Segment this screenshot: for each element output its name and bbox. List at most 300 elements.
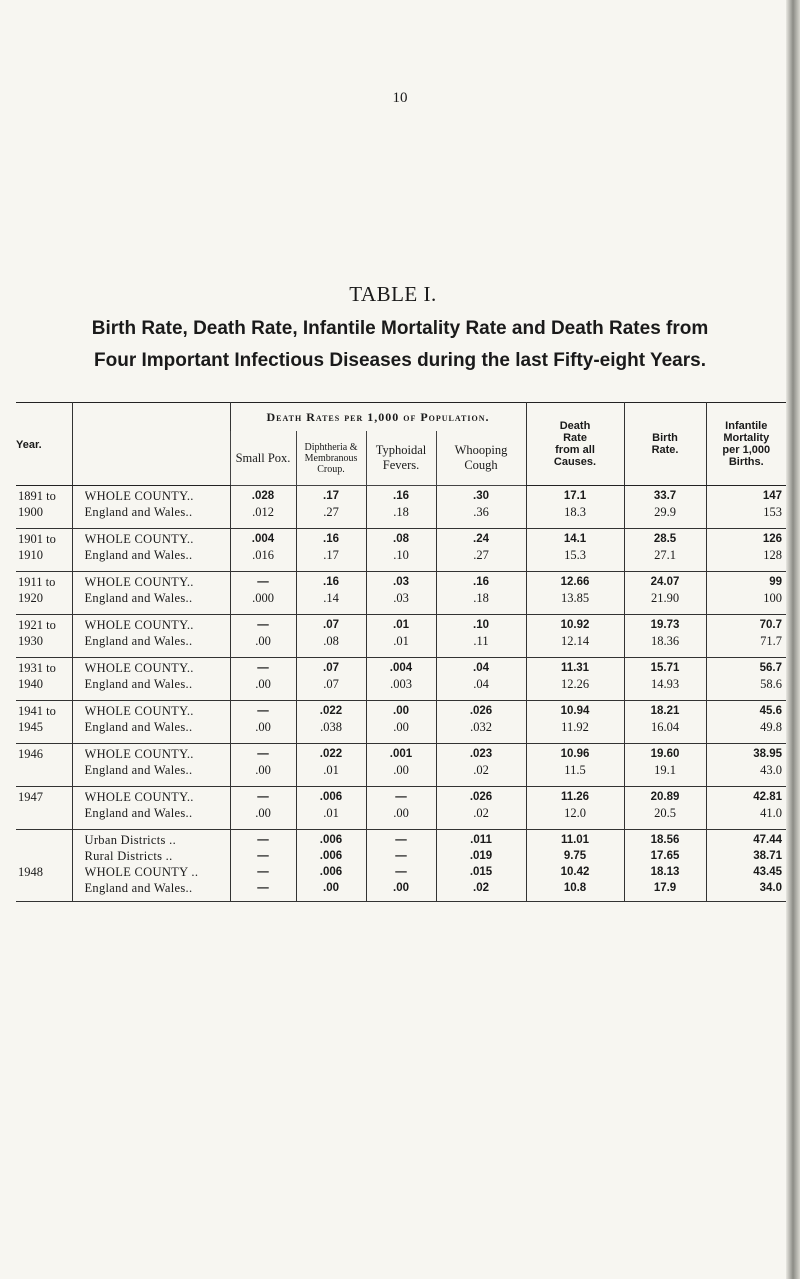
cell-line: .36 [473, 505, 489, 519]
header-line: Membranous [304, 452, 358, 464]
cell-line: .11 [473, 634, 489, 648]
cell-line: .004 [251, 533, 275, 545]
header-line: Infantile [725, 420, 768, 432]
table-label: TABLE I. [349, 282, 437, 306]
cell-line: .011 [470, 834, 492, 846]
cell-line: 20.5 [654, 806, 676, 820]
cell-area [72, 787, 230, 830]
cell-year [16, 529, 72, 572]
table-row [16, 787, 786, 830]
cell-birth-rate [624, 486, 706, 529]
cell-line: — [257, 882, 269, 894]
cell-line: 11.5 [564, 763, 586, 777]
statistics-table [16, 402, 786, 902]
cell-area [72, 701, 230, 744]
cell-area [72, 529, 230, 572]
cell-whooping-cough [436, 572, 526, 615]
cell-line: 10.92 [560, 619, 590, 631]
cell-line: .30 [473, 490, 489, 502]
cell-typhoidal [366, 787, 436, 830]
cell-line: 1921 to [18, 618, 56, 632]
cell-line: .02 [473, 882, 489, 894]
page-number: 10 [392, 90, 408, 106]
table-row [16, 701, 786, 744]
header-line: Typhoidal [375, 443, 427, 457]
cell-line: England and Wales.. [84, 677, 193, 691]
cell-line: 43.45 [753, 866, 783, 878]
cell-line: .038 [320, 720, 342, 734]
cell-line: .04 [473, 677, 489, 691]
cell-line: 1910 [18, 548, 43, 562]
cell-line: Rural Districts .. [84, 849, 173, 863]
cell-small-pox [230, 658, 296, 701]
cell-infantile-mortality [706, 744, 786, 787]
cell-line: 1947 [18, 790, 43, 804]
cell-birth-rate [624, 658, 706, 701]
cell-line: — [395, 791, 407, 803]
header-infantile-mortality [706, 403, 786, 486]
cell-birth-rate [624, 615, 706, 658]
cell-line: .00 [255, 763, 271, 777]
cell-line: WHOLE COUNTY.. [84, 618, 194, 632]
header-line: Rate. [651, 444, 679, 456]
table-heading-line-1: Birth Rate, Death Rate, Infantile Mortality Rate and Death Rates from [91, 318, 709, 339]
cell-line: 58.6 [760, 677, 783, 691]
cell-whooping-cough [436, 701, 526, 744]
cell-line: 34.0 [759, 882, 783, 894]
cell-line: 18.21 [650, 705, 680, 717]
header-diphtheria [296, 431, 366, 486]
cell-line: Urban Districts .. [84, 833, 176, 847]
cell-typhoidal [366, 615, 436, 658]
cell-line: — [257, 619, 269, 631]
header-death-rate [526, 403, 624, 486]
cell-diphtheria [296, 572, 366, 615]
header-death-rates-group: Death Rates per 1,000 of Population. [230, 403, 526, 432]
cell-diphtheria [296, 701, 366, 744]
cell-year [16, 701, 72, 744]
cell-birth-rate [624, 572, 706, 615]
cell-line: .07 [323, 662, 339, 674]
cell-diphtheria [296, 615, 366, 658]
cell-line: .07 [323, 619, 339, 631]
cell-line: .003 [390, 677, 412, 691]
cell-line: 17.1 [563, 490, 587, 502]
table-row [16, 830, 786, 902]
cell-line: WHOLE COUNTY.. [84, 747, 194, 761]
cell-line: 11.31 [560, 662, 590, 674]
cell-line: .27 [473, 548, 489, 562]
cell-diphtheria [296, 658, 366, 701]
cell-line: 1901 to [18, 532, 56, 546]
cell-line: England and Wales.. [84, 505, 193, 519]
cell-year [16, 572, 72, 615]
cell-line: .16 [323, 533, 339, 545]
table-heading-line-2: Four Important Infectious Diseases during the last Fifty-eight Years. [94, 350, 706, 371]
cell-line: 42.81 [753, 791, 783, 803]
cell-death-rate [526, 701, 624, 744]
cell-line: .17 [323, 490, 339, 502]
header-line: Births. [728, 456, 764, 468]
cell-line: .10 [473, 619, 489, 631]
cell-line: 1946 [18, 747, 43, 761]
cell-line: .026 [469, 705, 493, 717]
cell-line: .16 [473, 576, 489, 588]
cell-line: .00 [255, 720, 271, 734]
cell-line: England and Wales.. [84, 720, 193, 734]
header-year: Year. [16, 403, 72, 486]
cell-year [16, 658, 72, 701]
cell-line: 70.7 [759, 619, 783, 631]
cell-line: .24 [473, 533, 489, 545]
cell-line: 9.75 [563, 850, 587, 862]
header-area [72, 403, 230, 486]
cell-line: .08 [393, 533, 409, 545]
cell-whooping-cough [436, 615, 526, 658]
cell-birth-rate [624, 787, 706, 830]
cell-line: 1920 [18, 591, 43, 605]
cell-line [18, 805, 72, 821]
cell-line: WHOLE COUNTY.. [84, 575, 194, 589]
cell-small-pox [230, 572, 296, 615]
cell-line: 18.3 [564, 505, 586, 519]
cell-line: .004 [389, 662, 413, 674]
cell-line: — [257, 866, 269, 878]
cell-line: 38.71 [753, 850, 783, 862]
cell-death-rate [526, 830, 624, 902]
cell-line [18, 762, 72, 778]
cell-whooping-cough [436, 486, 526, 529]
cell-death-rate [526, 615, 624, 658]
cell-year [16, 830, 72, 902]
cell-line: 20.89 [650, 791, 680, 803]
cell-line: 17.65 [650, 850, 680, 862]
cell-line: England and Wales.. [84, 591, 193, 605]
cell-line: 17.9 [653, 882, 677, 894]
cell-line: 56.7 [759, 662, 783, 674]
cell-line: 15.3 [564, 548, 586, 562]
cell-line: .000 [252, 591, 274, 605]
cell-line: 13.85 [560, 591, 590, 605]
header-line: Fevers. [382, 458, 420, 472]
cell-small-pox [230, 529, 296, 572]
header-line: Rate [563, 432, 587, 444]
cell-line: WHOLE COUNTY.. [84, 661, 194, 675]
cell-line: 1940 [18, 677, 43, 691]
cell-diphtheria [296, 529, 366, 572]
cell-line: 99 [769, 576, 783, 588]
cell-line: .026 [469, 791, 493, 803]
cell-line: .006 [319, 834, 343, 846]
cell-line: .001 [389, 748, 413, 760]
cell-line: 49.8 [760, 720, 783, 734]
cell-line: — [257, 748, 269, 760]
cell-line: 47.44 [753, 834, 783, 846]
cell-line: 128 [763, 548, 783, 562]
header-birth-rate [624, 403, 706, 486]
cell-diphtheria [296, 787, 366, 830]
cell-line: — [257, 662, 269, 674]
cell-line: 14.1 [563, 533, 587, 545]
header-line: Birth [652, 432, 678, 444]
cell-year [16, 744, 72, 787]
cell-line: .04 [473, 662, 489, 674]
cell-line: 43.0 [760, 763, 783, 777]
cell-line: 18.56 [650, 834, 680, 846]
cell-line: .16 [323, 576, 339, 588]
cell-area [72, 830, 230, 902]
cell-line: 38.95 [753, 748, 783, 760]
cell-line: — [395, 850, 407, 862]
cell-line: 28.5 [653, 533, 677, 545]
table-row [16, 572, 786, 615]
cell-death-rate [526, 744, 624, 787]
cell-line: 10.96 [560, 748, 590, 760]
cell-line: 41.0 [760, 806, 783, 820]
cell-line: 12.66 [560, 576, 590, 588]
cell-line: 24.07 [650, 576, 680, 588]
cell-line: .18 [393, 505, 409, 519]
cell-birth-rate [624, 830, 706, 902]
cell-line: .016 [252, 548, 274, 562]
cell-line: .00 [393, 882, 409, 894]
cell-typhoidal [366, 572, 436, 615]
cell-line: .03 [393, 591, 409, 605]
cell-line: 1931 to [18, 661, 56, 675]
cell-line: 14.93 [650, 677, 680, 691]
cell-line: 10.94 [560, 705, 590, 717]
cell-typhoidal [366, 658, 436, 701]
cell-line [18, 832, 72, 848]
cell-small-pox [230, 830, 296, 902]
cell-infantile-mortality [706, 787, 786, 830]
cell-line: .022 [319, 705, 343, 717]
cell-line: England and Wales.. [84, 763, 193, 777]
cell-line: 19.60 [650, 748, 680, 760]
cell-line: 29.9 [654, 505, 676, 519]
cell-line: — [257, 850, 269, 862]
cell-line: .019 [469, 850, 493, 862]
cell-diphtheria [296, 744, 366, 787]
cell-line: WHOLE COUNTY.. [84, 790, 194, 804]
cell-line: 153 [763, 505, 783, 519]
cell-line: .00 [393, 806, 409, 820]
header-line: Diphtheria & [304, 441, 358, 453]
cell-line: .015 [469, 866, 493, 878]
cell-line: — [395, 866, 407, 878]
cell-infantile-mortality [706, 486, 786, 529]
cell-line: 1941 to [18, 704, 56, 718]
cell-line: 10.8 [563, 882, 587, 894]
header-line: Whooping [454, 443, 508, 457]
cell-line: .023 [469, 748, 493, 760]
cell-diphtheria [296, 486, 366, 529]
cell-line: .00 [255, 634, 271, 648]
cell-line: 27.1 [654, 548, 676, 562]
cell-line [18, 880, 72, 896]
cell-line: .10 [393, 548, 409, 562]
cell-small-pox [230, 701, 296, 744]
cell-year [16, 615, 72, 658]
header-typhoidal [366, 431, 436, 486]
header-line: Death [559, 420, 591, 432]
cell-line: WHOLE COUNTY.. [84, 489, 194, 503]
cell-line: .032 [470, 720, 492, 734]
cell-area [72, 486, 230, 529]
cell-line: — [395, 834, 407, 846]
cell-area [72, 744, 230, 787]
cell-line: .006 [319, 866, 343, 878]
cell-small-pox [230, 744, 296, 787]
cell-line: 19.73 [650, 619, 680, 631]
cell-line: .006 [319, 850, 343, 862]
cell-year [16, 787, 72, 830]
cell-line: .16 [393, 490, 409, 502]
cell-line: .028 [251, 490, 275, 502]
table-row [16, 615, 786, 658]
header-line: per 1,000 [722, 444, 771, 456]
cell-line: WHOLE COUNTY.. [84, 532, 194, 546]
cell-line: .01 [393, 619, 409, 631]
header-line: Croup. [317, 463, 345, 475]
cell-birth-rate [624, 529, 706, 572]
cell-line: 12.26 [560, 677, 590, 691]
cell-infantile-mortality [706, 529, 786, 572]
cell-line: WHOLE COUNTY.. [84, 704, 194, 718]
cell-diphtheria [296, 830, 366, 902]
cell-line: 1930 [18, 634, 43, 648]
cell-line: 15.71 [650, 662, 680, 674]
cell-line: 1945 [18, 720, 43, 734]
cell-line: England and Wales.. [84, 634, 193, 648]
cell-birth-rate [624, 701, 706, 744]
cell-line: 19.1 [654, 763, 676, 777]
cell-typhoidal [366, 744, 436, 787]
cell-small-pox [230, 486, 296, 529]
cell-line: 100 [763, 591, 783, 605]
table-row [16, 744, 786, 787]
cell-whooping-cough [436, 658, 526, 701]
cell-line: 11.26 [560, 791, 590, 803]
cell-line: 10.42 [560, 866, 590, 878]
cell-line: 1891 to [18, 489, 56, 503]
cell-death-rate [526, 529, 624, 572]
cell-line: .14 [323, 591, 339, 605]
cell-small-pox [230, 787, 296, 830]
cell-area [72, 572, 230, 615]
header-small-pox: Small Pox. [230, 431, 296, 486]
cell-line: .00 [393, 705, 409, 717]
header-line: from all [555, 444, 595, 456]
cell-line: .27 [323, 505, 339, 519]
page-edge-shadow [786, 0, 800, 1279]
header-line: Causes. [553, 456, 597, 468]
cell-line: .02 [473, 763, 489, 777]
cell-typhoidal [366, 830, 436, 902]
cell-line: .18 [473, 591, 489, 605]
cell-line: WHOLE COUNTY .. [84, 865, 199, 879]
cell-line: 18.13 [650, 866, 680, 878]
cell-line: 147 [762, 490, 783, 502]
cell-whooping-cough [436, 830, 526, 902]
cell-line: .00 [393, 763, 409, 777]
cell-small-pox [230, 615, 296, 658]
cell-line: England and Wales.. [84, 881, 193, 895]
cell-area [72, 658, 230, 701]
cell-line: England and Wales.. [84, 548, 193, 562]
header-line: Cough [464, 458, 498, 472]
cell-line: .022 [319, 748, 343, 760]
cell-line: 12.14 [560, 634, 590, 648]
cell-line: — [257, 834, 269, 846]
cell-line: .012 [252, 505, 274, 519]
cell-line: 11.92 [561, 720, 589, 734]
cell-line: 21.90 [650, 591, 680, 605]
cell-line: 71.7 [760, 634, 783, 648]
cell-line: .17 [323, 548, 339, 562]
cell-infantile-mortality [706, 615, 786, 658]
cell-infantile-mortality [706, 701, 786, 744]
cell-death-rate [526, 787, 624, 830]
cell-line: 1900 [18, 505, 43, 519]
cell-line: .01 [323, 763, 339, 777]
cell-line: .00 [323, 882, 339, 894]
cell-line: .03 [393, 576, 409, 588]
cell-line: .02 [473, 806, 489, 820]
cell-area [72, 615, 230, 658]
cell-line: .01 [323, 806, 339, 820]
cell-death-rate [526, 486, 624, 529]
cell-line: 126 [762, 533, 783, 545]
cell-death-rate [526, 572, 624, 615]
cell-year [16, 486, 72, 529]
cell-line: — [257, 791, 269, 803]
table-row [16, 486, 786, 529]
cell-line: England and Wales.. [84, 806, 193, 820]
cell-infantile-mortality [706, 572, 786, 615]
cell-typhoidal [366, 701, 436, 744]
cell-birth-rate [624, 744, 706, 787]
cell-line: .07 [323, 677, 339, 691]
cell-whooping-cough [436, 529, 526, 572]
cell-line: 11.01 [560, 834, 590, 846]
cell-line: .00 [393, 720, 409, 734]
cell-line: 45.6 [759, 705, 783, 717]
cell-whooping-cough [436, 787, 526, 830]
cell-whooping-cough [436, 744, 526, 787]
cell-line: 1948 [18, 865, 43, 879]
header-line: Mortality [723, 432, 770, 444]
cell-line: .08 [323, 634, 339, 648]
cell-line [18, 848, 72, 864]
cell-infantile-mortality [706, 658, 786, 701]
cell-line: .00 [255, 806, 271, 820]
cell-death-rate [526, 658, 624, 701]
cell-line: 12.0 [564, 806, 586, 820]
cell-line: — [257, 705, 269, 717]
cell-typhoidal [366, 529, 436, 572]
cell-line: — [257, 576, 269, 588]
cell-infantile-mortality [706, 830, 786, 902]
cell-line: .01 [393, 634, 409, 648]
cell-line: 33.7 [653, 490, 677, 502]
cell-line: 16.04 [650, 720, 680, 734]
cell-line: 18.36 [650, 634, 680, 648]
cell-typhoidal [366, 486, 436, 529]
cell-line: 1911 to [18, 575, 56, 589]
cell-line: .00 [255, 677, 271, 691]
table-row [16, 658, 786, 701]
